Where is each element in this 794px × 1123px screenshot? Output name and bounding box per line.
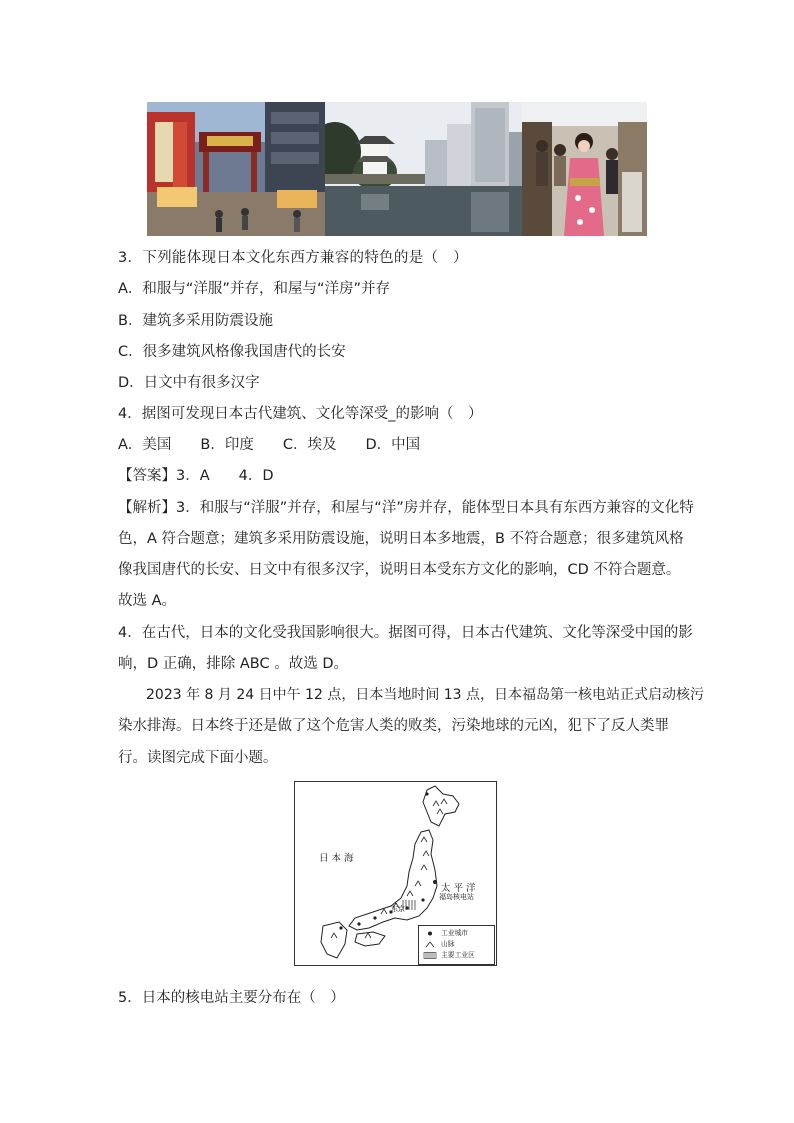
castle-icon — [325, 102, 522, 236]
city-dot-icon — [423, 930, 437, 937]
passage-line: 行。读图完成下面小题。 — [118, 750, 278, 766]
legend-row — [423, 950, 475, 960]
mountain-icon — [423, 941, 437, 948]
map-legend — [418, 925, 495, 965]
japan-map — [294, 781, 497, 966]
analysis-line: 像我国唐代的长安、日文中有很多汉字，说明日本受东方文化的影响，CD 不符合题意。 — [118, 562, 681, 578]
analysis-line: 响，D 正确，排除 ABC 。故选 D。 — [118, 656, 349, 672]
question5-stem: 5．日本的核电站主要分布在（ ） — [118, 990, 345, 1006]
question4-stem: 4．据图可发现日本古代建筑、文化等深受_的影响（ ） — [118, 406, 483, 422]
question3-option-c: C．很多建筑风格像我国唐代的长安 — [118, 344, 346, 360]
photo-castle — [325, 102, 522, 236]
question3-option-a: A．和服与“洋服”并存，和屋与“洋房”并存 — [118, 281, 390, 297]
answer-line: 【答案】3．A 4．D — [118, 468, 274, 484]
sea-label: 日 本 海 — [319, 853, 354, 864]
question3-stem: 3．下列能体现日本文化东西方兼容的特色的是（ ） — [118, 250, 468, 266]
passage-line: 染水排海。日本终于还是做了这个危害人类的败类，污染地球的元凶，犯下了反人类罪 — [118, 718, 669, 734]
chinatown-gate-icon — [147, 102, 325, 236]
analysis-line: 色，A 符合题意；建筑多采用防震设施，说明日本多地震，B 不符合题意；很多建筑风格 — [118, 531, 684, 547]
legend-label: 主要工业区 — [441, 951, 475, 959]
legend-label: 山脉 — [441, 940, 455, 948]
analysis-line: 4．在古代，日本的文化受我国影响很大。据图可得，日本古代建筑、文化等深受中国的影 — [118, 625, 693, 641]
hatch-icon — [423, 952, 437, 959]
kimono-person-icon — [522, 102, 647, 236]
analysis-line: 故选 A。 — [118, 593, 177, 609]
question3-option-d: D．日文中有很多汉字 — [118, 375, 260, 391]
question4-options: A．美国 B．印度 C．埃及 D．中国 — [118, 437, 421, 453]
passage-line: 2023 年 8 月 24 日中午 12 点，日本当地时间 13 点，日本福岛第一核电站正式启动核污 — [146, 687, 705, 703]
photo-chinatown — [147, 102, 325, 236]
legend-row — [423, 928, 468, 938]
question3-option-b: B．建筑多采用防震设施 — [118, 313, 273, 329]
analysis-line: 【解析】3．和服与“洋服”并存，和屋与“洋”房并存，能体型日本具有东西方兼容的文化特 — [118, 500, 694, 516]
photo-kimono — [522, 102, 647, 236]
plant-label: 福岛核电站 — [439, 893, 474, 901]
legend-row — [423, 939, 455, 949]
tokyo-label: 东京 — [391, 905, 405, 913]
legend-label: 工业城市 — [441, 929, 469, 937]
ocean-label: 太 平 洋 — [441, 883, 476, 894]
